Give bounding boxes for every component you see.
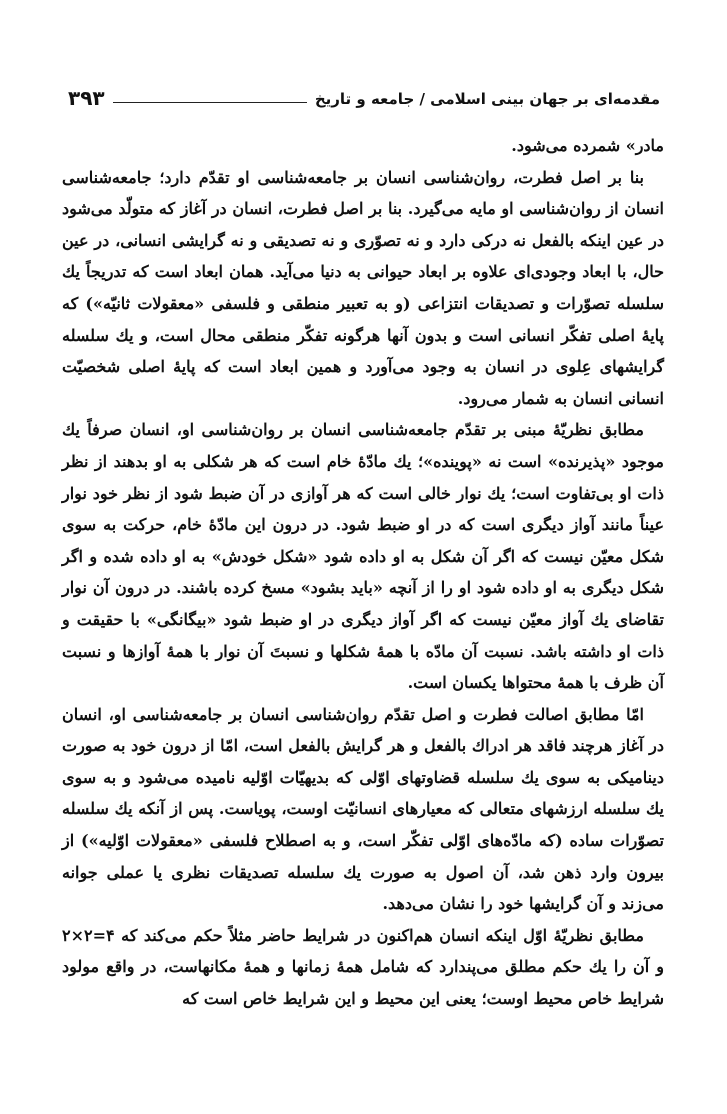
paragraph: بنا بر اصل فطرت، روان‌شناسی انسان بر جامعه‌شناسی او تقدّم دارد؛ جامعه‌شناسی انسان از روان‌شناسی او مایه می‌گیرد. بنا بر اصل فطرت، انسان در آغاز که متولّد می‌شود در عین اینکه بالفعل نه درکی دارد و نه تصوّری و نه تصدیقی و نه گرایشی انسانی، در عین حال، با ابعاد وجودی‌ای علاوه بر ابعاد حیوانی به دنیا می‌آید. همان ابعاد است که تدریجاً یك سلسله تصوّرات و تصدیقات انتزاعی (و به تعبیر منطقی و فلسفی «معقولات ثانیّه») که پایهٔ اصلی تفکّر انسانی است و بدون آنها هرگونه تفکّر منطقی محال است، و یك سلسله گرایشهای عِلوی در انسان به وجود می‌آورد و همین ابعاد است که پایهٔ اصلی شخصیّت انسانی انسان به شمار می‌رود.	[62, 167, 665, 408]
header-rule	[113, 102, 307, 103]
body-text	[62, 130, 664, 1015]
paragraph: امّا مطابق اصالت فطرت و اصل تقدّم روان‌شناسی انسان بر جامعه‌شناسی او، انسان در آغاز هرچند فاقد هر ادراك بالفعل و هر گرایش بالفعل است، امّا از درون خود به صورت دینامیکی به سوی یك سلسله قضاوتهای اوّلی که بدیهیّات اوّلیه نامیده می‌شود و به سوی یك سلسله ارزشهای متعالی که معیارهای انسانیّت اوست، پویاست. پس از آنکه یك سلسله تصوّرات ساده (که مادّه‌های اوّلی تفکّر است، و به اصطلاح فلسفی «معقولات اوّلیه») از بیرون وارد ذهن شد، آن اصول به صورت یك سلسله تصدیقات نظری یا عملی جوانه می‌زند و آن گرایشها خود را نشان می‌دهد.	[62, 704, 664, 914]
paragraph: مطابق نظریّهٔ اوّل اینکه انسان هم‌اکنون در شرایط حاضر مثلاً حکم می‌کند که ۴=۲×۲ و آن را یك حکم مطلق می‌پندارد که شامل همهٔ زمانها و همهٔ مکانهاست، در واقع مولود شرایط خاص محیط اوست؛ یعنی این محیط و این شرایط خاص است که	[62, 925, 664, 1009]
running-header	[68, 78, 660, 112]
paragraph-continuation: مادر» شمرده می‌شود.	[511, 136, 664, 155]
page-number: ۳۹۳	[68, 86, 105, 110]
paragraph: مطابق نظریّهٔ مبنی بر تقدّم جامعه‌شناسی انسان بر روان‌شناسی او، انسان صرفاً یك موجود «پذیرنده» است نه «پوینده»؛ یك مادّهٔ خام است که هر شکلی به او بدهند از نظر ذات او بی‌تفاوت است؛ یك نوار خالی است که هر آوازی در آن ضبط شود از نظر خود نوار عیناً مانند آواز دیگری است که در او ضبط شود. در درون این مادّهٔ خام، حرکت به سوی شکل معیّن نیست که اگر آن شکل به او داده شود «شکل خودش» به او داده شده و اگر شکل دیگری به او داده شود او را از آنچه «باید بشود» مسخ کرده باشند. در درون آن نوار تقاضای یك آواز معیّن نیست که اگر آواز دیگری در او ضبط شود «بیگانگی» با حقیقت و ذات او داشته باشد. نسبت آن مادّه با همهٔ شکلها و نسبتَ آن نوار با همهٔ آوازها و نسبت آن ظرف با همهٔ محتواها یکسان است.	[62, 420, 664, 693]
book-title: مقدمه‌ای بر جهان بینی اسلامی / جامعه و تاریخ	[314, 90, 660, 108]
